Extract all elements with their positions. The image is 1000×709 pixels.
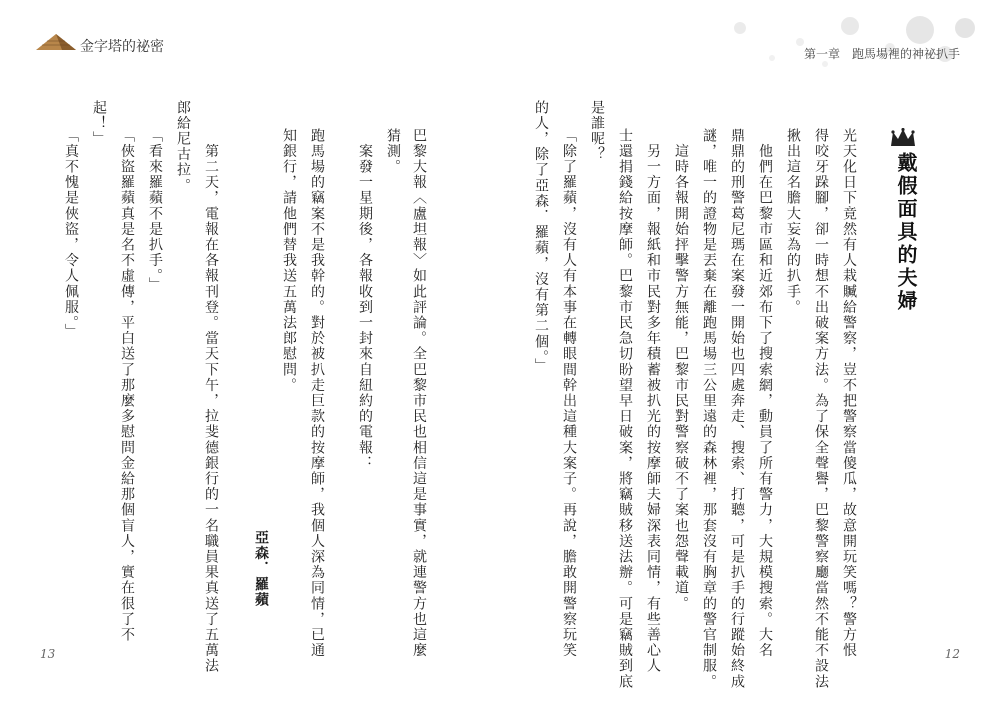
quote-line: 「俠盜羅蘋真是名不虛傳，平白送了那麼多慰問金給那個盲人，實在很了不 (119, 128, 135, 643)
page-number-left: 13 (40, 647, 56, 661)
text-line: 巴黎大報〈盧坦報〉如此評論。全巴黎市民也相信這是事實，就連警方也這麼 (411, 128, 427, 659)
text-line: 案發一星期後，各報收到一封來自紐約的電報： (357, 128, 373, 472)
quote-line: 「除了羅蘋，沒有人有本事在轉眼間幹出這種大案子。再說，膽敢開警察玩笑 (561, 128, 577, 659)
text-line: 謎，唯一的證物是丟棄在離跑馬場三公里遠的森林裡，那套沒有胸章的警官制服。 (701, 128, 717, 690)
text-line: 是誰呢？ (589, 100, 605, 163)
page-number-right: 12 (944, 647, 960, 661)
chapter-title: 第一章 跑馬場裡的神祕扒手 (803, 47, 960, 61)
text-line: 郎給尼古拉。 (175, 100, 191, 194)
text-line: 揪出這名膽大妄為的扒手。 (785, 128, 801, 316)
text-line: 第二天，電報在各報刊登。當天下午，拉斐德銀行的一名職員果真送了五萬法 (203, 128, 219, 674)
quote-line: 的人，除了亞森．羅蘋，沒有第二個。」 (533, 100, 549, 374)
text-line: 另一方面，報紙和市民對多年積蓄被扒光的按摩師夫婦深表同情，有些善心人 (645, 128, 661, 674)
text-line: 他們在巴黎市區和近郊布下了搜索網，動員了所有警力，大規模搜索。大名 (757, 128, 773, 659)
text-line: 猜測。 (385, 128, 401, 175)
crown-icon (890, 128, 916, 148)
telegram-signature: 亞森．羅蘋 (253, 530, 269, 608)
section-heading: 戴假面具的夫婦 (894, 152, 918, 313)
ink-splash-decoration (680, 8, 980, 78)
text-line: 鼎鼎的刑警葛尼瑪在案發一開始也四處奔走、搜索、打聽，可是扒手的行蹤始終成 (729, 128, 745, 690)
telegram-line: 知銀行，請他們替我送五萬法郎慰問。 (281, 128, 297, 394)
text-line: 士還捐錢給按摩師。巴黎市民急切盼望早日破案，將竊賊移送法辦。可是竊賊到底 (617, 128, 633, 690)
quote-line: 「真不愧是俠盜，令人佩服。」 (63, 128, 79, 340)
pyramid-logo-icon (36, 34, 76, 50)
telegram-line: 跑馬場的竊案不是我幹的。對於被扒走巨款的按摩師，我個人深為同情，已通 (309, 128, 325, 659)
quote-line: 「看來羅蘋不是扒手。」 (147, 128, 163, 293)
text-line: 光天化日下竟然有人栽贓給警察，豈不把警察當傻瓜，故意開玩笑嗎？警方恨 (841, 128, 857, 659)
book-title: 金字塔的祕密 (80, 39, 164, 55)
text-line: 得咬牙跺腳，卻一時想不出破案方法。為了保全聲譽，巴黎警察廳當然不能不設法 (813, 128, 829, 690)
quote-line: 起！」 (91, 100, 107, 147)
right-page (500, 0, 1000, 709)
text-line: 這時各報開始抨擊警方無能，巴黎市民對警察破不了案也怨聲載道。 (673, 128, 689, 612)
